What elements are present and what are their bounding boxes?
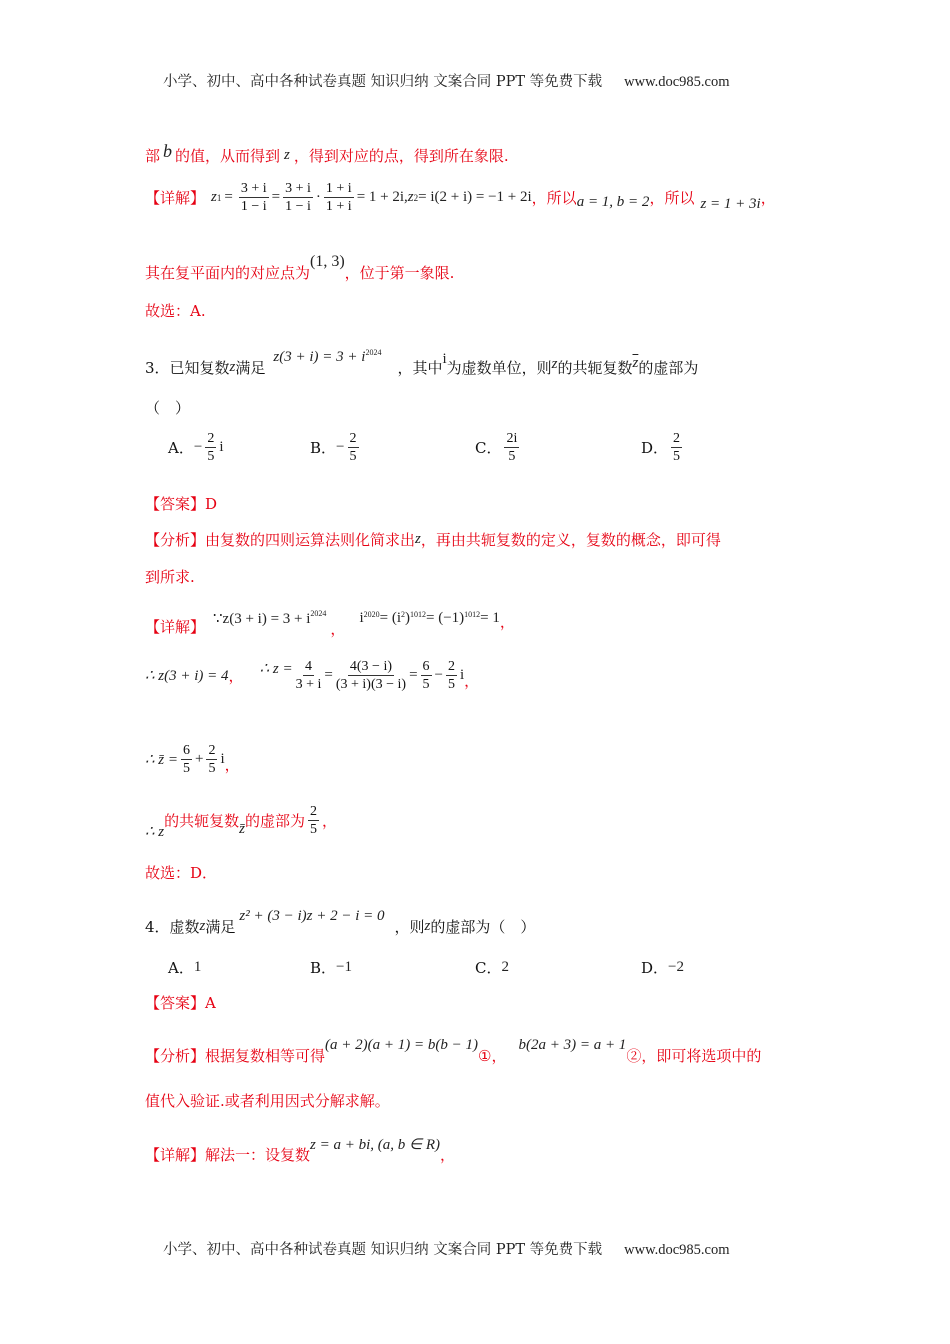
math: z = 1 + 3i [700, 196, 761, 212]
math: i [219, 439, 224, 455]
math: i [442, 351, 447, 367]
numerator: 4(3 − i) [349, 659, 392, 674]
answer-value: D [205, 494, 218, 513]
denominator: 3 + i [295, 677, 322, 692]
analysis-tag: 【分析】 [145, 1047, 206, 1065]
option-value: 1 [193, 959, 202, 975]
page-header [163, 70, 730, 91]
q4-detail [145, 1124, 455, 1165]
math: = 1 + 2i, [356, 189, 408, 205]
math: = (i [379, 610, 401, 626]
numerator: 2 [448, 659, 455, 674]
math: z̄ [239, 821, 245, 837]
math: 2024 [310, 609, 327, 618]
fraction [308, 803, 319, 838]
text: 的虚部为 [245, 812, 306, 830]
text: ，则 [394, 918, 425, 936]
q4-analysis-cont: 值代入验证.或者利用因式分解求解。 [145, 1092, 390, 1110]
fraction [348, 430, 359, 465]
fraction [205, 430, 216, 465]
option-value: 2 [501, 959, 509, 975]
q3-option-d [641, 430, 685, 465]
answer-tag: 【答案】 [145, 994, 206, 1012]
denominator: 5 [508, 449, 516, 464]
math: = [271, 189, 281, 205]
numerator: 2 [349, 431, 357, 446]
numerator: 3 + i [240, 181, 267, 196]
denominator: 5 [448, 677, 455, 692]
numerator: 6 [422, 659, 430, 674]
option-label: D． [641, 959, 669, 977]
q3-detail-4 [145, 800, 337, 841]
math: − [336, 439, 345, 455]
math: ∴ z(3 + i) = 4 [145, 668, 229, 684]
q3-option-a [168, 430, 223, 465]
math: z(3 + i) = 3 + i [273, 349, 366, 365]
prev-point-line [145, 240, 454, 283]
math: z [199, 918, 206, 934]
text: 由复数的四则运算法则化简求出 [205, 531, 416, 549]
math: ) [404, 610, 410, 626]
denominator: 5 [422, 677, 430, 692]
q3-detail-2 [145, 658, 479, 693]
math: ∴ z [145, 824, 165, 840]
footer-text: 小学、初中、高中各种试卷真题 知识归纳 文案合同 PPT 等免费下载 [163, 1242, 603, 1258]
denominator: 1 − i [285, 199, 311, 214]
q4-stem [145, 896, 535, 937]
denominator: 5 [349, 449, 357, 464]
text: ，其中 [397, 359, 443, 377]
option-label: A． [168, 439, 194, 457]
text: 根据复数相等可得 [205, 1047, 326, 1065]
numerator: 4 [304, 659, 312, 674]
q3-stem [145, 337, 698, 378]
answer-value: A [205, 993, 216, 1012]
q3-final-choice: 故选：D． [145, 864, 218, 882]
math: z = a + bi, (a, b ∈ R) [310, 1137, 440, 1153]
prev-choice: 故选：A. [145, 302, 206, 320]
fraction [296, 658, 322, 693]
math: z [407, 189, 414, 205]
fraction [324, 180, 354, 215]
detail-tag: 【详解】 [145, 189, 206, 207]
q3-option-b [310, 430, 362, 465]
math: a = 1, b = 2 [576, 194, 650, 210]
text: ， [760, 189, 776, 207]
math: = (−1) [425, 610, 465, 626]
numerator: 3 + i [285, 181, 311, 196]
math: 2 [413, 192, 419, 203]
fraction [283, 180, 313, 215]
q4-analysis [145, 1025, 761, 1066]
answer-paren: （ ） [145, 399, 191, 417]
page-footer [163, 1238, 730, 1259]
text: ，得到对应的点，得到所在象限. [293, 147, 509, 165]
math: z [424, 918, 431, 934]
math: b [163, 141, 173, 161]
prev-detail-line: 【详解】 z 1 = $\frac{3 + i}{1 - i}$ = $\frac{3 + i}{1 - i}$ · $\frac{1 + i}{1 + i}$ = 1 + 2i, z 2 = i(2 + i) = −1 + 2i ，所以 a = 1, b = 2 ，所以 z = 1 + 3i ， [145, 181, 776, 214]
text: ②，即可将选项中的 [626, 1047, 762, 1065]
math: = [409, 667, 418, 683]
detail-tag: 【详解】 [145, 618, 206, 636]
text: ，所以 [531, 189, 577, 207]
option-label: D． [641, 439, 669, 457]
math: i [220, 751, 225, 767]
math: = [324, 667, 333, 683]
detail-tag: 【详解】 [145, 1146, 206, 1164]
q4-option-d [641, 957, 684, 978]
numerator: 2 [208, 743, 216, 758]
numerator: 2 [310, 804, 318, 819]
fraction [421, 658, 432, 693]
math: = [224, 189, 233, 205]
math: = 1 [480, 610, 500, 626]
math: ∵z(3 + i) = 3 + i [213, 611, 311, 627]
header-text: 小学、初中、高中各种试卷真题 知识归纳 文案合同 PPT 等免费下载 [163, 74, 603, 90]
text: 满足 [205, 918, 236, 936]
text: ， [228, 667, 244, 685]
math: − [193, 439, 203, 455]
q4-option-a [168, 957, 201, 978]
math: ∴ z = [259, 661, 293, 677]
q3-answer [145, 493, 217, 514]
text: ，位于第一象限. [344, 264, 455, 282]
prev-analysis-line [145, 141, 509, 166]
math: 1012 [464, 610, 481, 619]
denominator: 5 [208, 761, 216, 776]
text: 的虚部为（ ） [430, 918, 536, 936]
numerator: 2 [207, 431, 215, 446]
text: ，再由共轭复数的定义，复数的概念，即可得 [420, 531, 721, 549]
q4-option-b [310, 957, 352, 978]
text: 的共轭复数 [164, 812, 240, 830]
q3-detail-1 [145, 598, 515, 639]
denominator: 1 + i [325, 199, 352, 214]
text: ， [464, 672, 480, 690]
text: 的共轭复数 [557, 359, 633, 377]
math: i [359, 610, 364, 626]
text: 的虚部为 [638, 359, 699, 377]
math: $\overline{z}$ [632, 355, 639, 371]
text: 3．已知复数 [145, 359, 230, 377]
denominator: 1 − i [240, 199, 267, 214]
q3-detail-3 [145, 742, 240, 777]
denominator: 5 [183, 761, 191, 776]
math: − [434, 667, 443, 683]
math: 2024 [365, 348, 382, 357]
option-label: B． [310, 439, 337, 457]
math: z [551, 356, 558, 372]
answer-tag: 【答案】 [145, 495, 206, 513]
math: 2 [400, 610, 405, 619]
denominator: 5 [673, 449, 681, 464]
math: ∴ z̄ = [145, 752, 179, 768]
q3-analysis [145, 529, 721, 550]
text: ①， [478, 1047, 507, 1065]
math: (1, 3) [310, 252, 345, 270]
fraction [181, 742, 192, 777]
q4-option-c [475, 957, 509, 978]
option-label: C． [475, 439, 502, 457]
q3-option-c [475, 430, 522, 465]
text: ， [322, 812, 338, 830]
text: 解法一：设复数 [205, 1146, 311, 1164]
math: 2020 [363, 610, 380, 619]
q3-analysis-cont: 到所求. [145, 568, 195, 586]
option-label: C． [475, 959, 502, 977]
text: ，所以 [649, 189, 695, 207]
text: ， [499, 613, 515, 631]
numerator: 1 + i [325, 181, 352, 196]
text: 其在复平面内的对应点为 [145, 264, 311, 282]
option-value: −1 [336, 959, 352, 975]
denominator: 5 [310, 822, 318, 837]
math: z [415, 531, 421, 547]
fraction [239, 180, 269, 215]
denominator: (3 + i)(3 − i) [335, 677, 407, 692]
math: z² + (3 − i)z + 2 − i = 0 [239, 908, 385, 924]
math: i [460, 667, 465, 683]
fraction [206, 742, 217, 777]
fraction [446, 658, 457, 693]
denominator: 5 [207, 449, 215, 464]
math: 1012 [409, 610, 426, 619]
footer-url: www.doc985.com [624, 1242, 730, 1258]
fraction [504, 430, 519, 465]
text: ， [440, 1146, 456, 1164]
text: 为虚数单位，则 [446, 359, 552, 377]
numerator: 2 [673, 431, 681, 446]
fraction [336, 658, 406, 693]
math: 1 [216, 192, 222, 203]
text: ， [224, 756, 240, 774]
header-url: www.doc985.com [624, 74, 730, 90]
text: ， [330, 620, 346, 638]
math: b(2a + 3) = a + 1 [518, 1037, 627, 1053]
q4-answer [145, 992, 216, 1013]
text: 4．虚数 [145, 918, 200, 936]
text: 满足 [235, 359, 266, 377]
math: z [211, 189, 217, 205]
option-label: B． [310, 959, 337, 977]
math: + [195, 751, 204, 767]
numerator: 6 [183, 743, 191, 758]
math: z [229, 359, 236, 375]
text: 部 [145, 147, 161, 165]
math: = i(2 + i) = −1 + 2i [418, 189, 532, 205]
option-value: −2 [668, 959, 684, 975]
fraction [671, 430, 682, 465]
math: (a + 2)(a + 1) = b(b − 1) [325, 1037, 478, 1053]
analysis-tag: 【分析】 [145, 531, 206, 549]
text: 的值，从而得到 [175, 147, 281, 165]
numerator: 2i [506, 431, 518, 446]
option-label: A． [168, 959, 194, 977]
math: z [284, 147, 290, 163]
